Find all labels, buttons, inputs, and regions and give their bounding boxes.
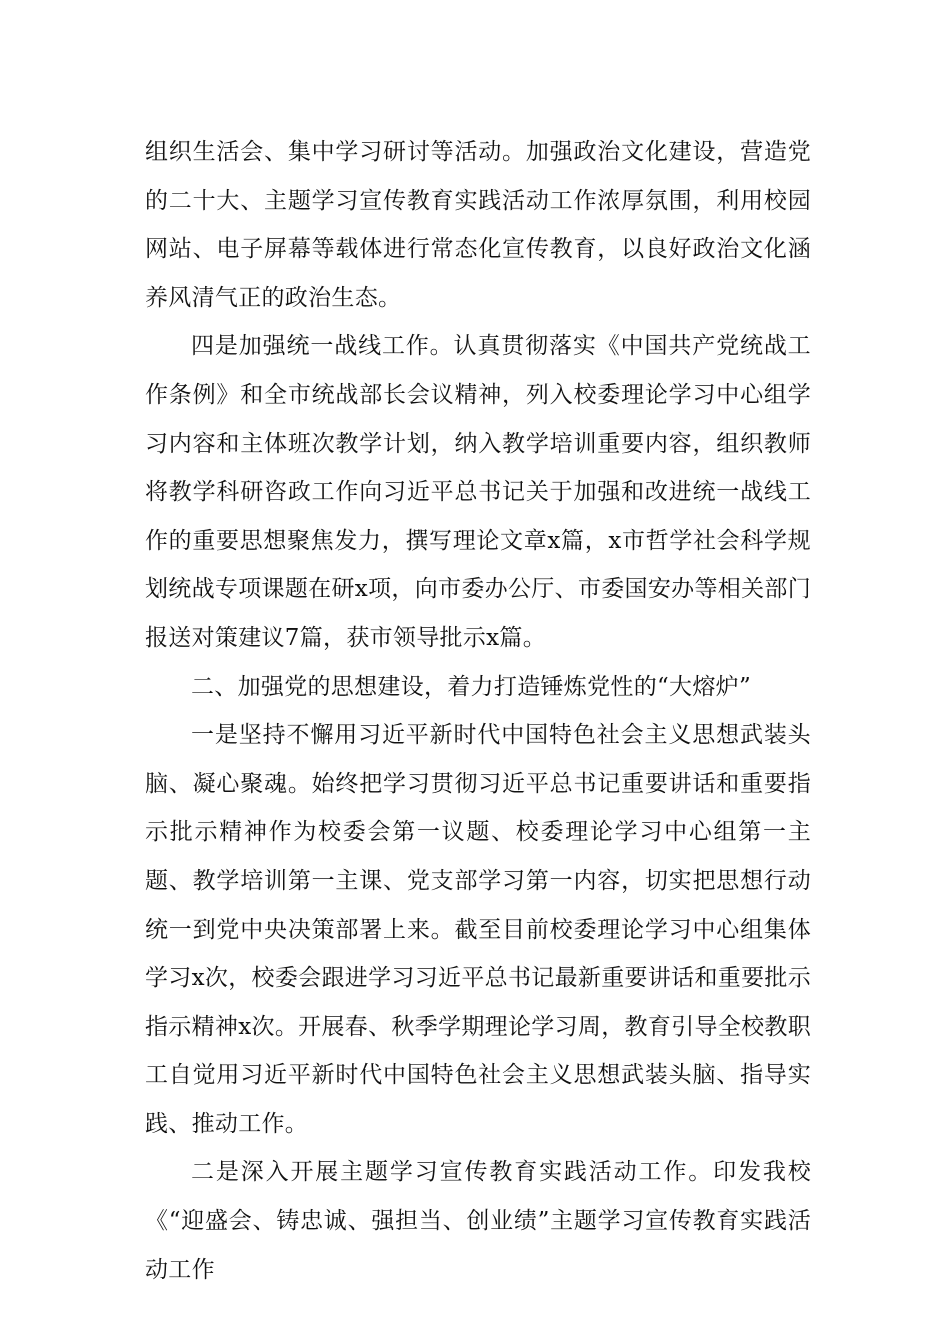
- paragraph-united-front: 四是加强统一战线工作。认真贯彻落实《中国共产党统战工作条例》和全市统战部长会议精神，列入校委理论学习中心组学习内容和主体班次教学计划，纳入教学培训重要内容，组织教师将教学科研咨政工作向习近平总书记关于加强和改进统一战线工作的重要思想聚焦发力，撰写理论文章x篇，x市哲学社会科学规划统战专项课题在研x项，向市委办公厅、市委国安办等相关部门报送对策建议7篇，获市领导批示x篇。: [145, 333, 811, 651]
- paragraph-theme-education: 二是深入开展主题学习宣传教育实践活动工作。印发我校《“迎盛会、铸忠诚、强担当、创业绩”主题学习宣传教育实践活动工作: [145, 1159, 811, 1283]
- document-body: [145, 128, 811, 1294]
- paragraph-political-culture: 组织生活会、集中学习研讨等活动。加强政治文化建设，营造党的二十大、主题学习宣传教育实践活动工作浓厚氛围，利用校园网站、电子屏幕等载体进行常态化宣传教育，以良好政治文化涵养风清气正的政治生态。: [145, 139, 811, 311]
- section-heading-ideological-building: 二、加强党的思想建设，着力打造锤炼党性的“大熔炉”: [191, 673, 752, 700]
- paragraph-theory-study: 一是坚持不懈用习近平新时代中国特色社会主义思想武装头脑、凝心聚魂。始终把学习贯彻习近平总书记重要讲话和重要指示批示精神作为校委会第一议题、校委理论学习中心组第一主题、教学培训第一主课、党支部学习第一内容，切实把思想行动统一到党中央决策部署上来。截至目前校委理论学习中心组集体学习x次，校委会跟进学习习近平总书记最新重要讲话和重要批示指示精神x次。开展春、秋季学期理论学习周，教育引导全校教职工自觉用习近平新时代中国特色社会主义思想武装头脑、指导实践、推动工作。: [145, 722, 811, 1137]
